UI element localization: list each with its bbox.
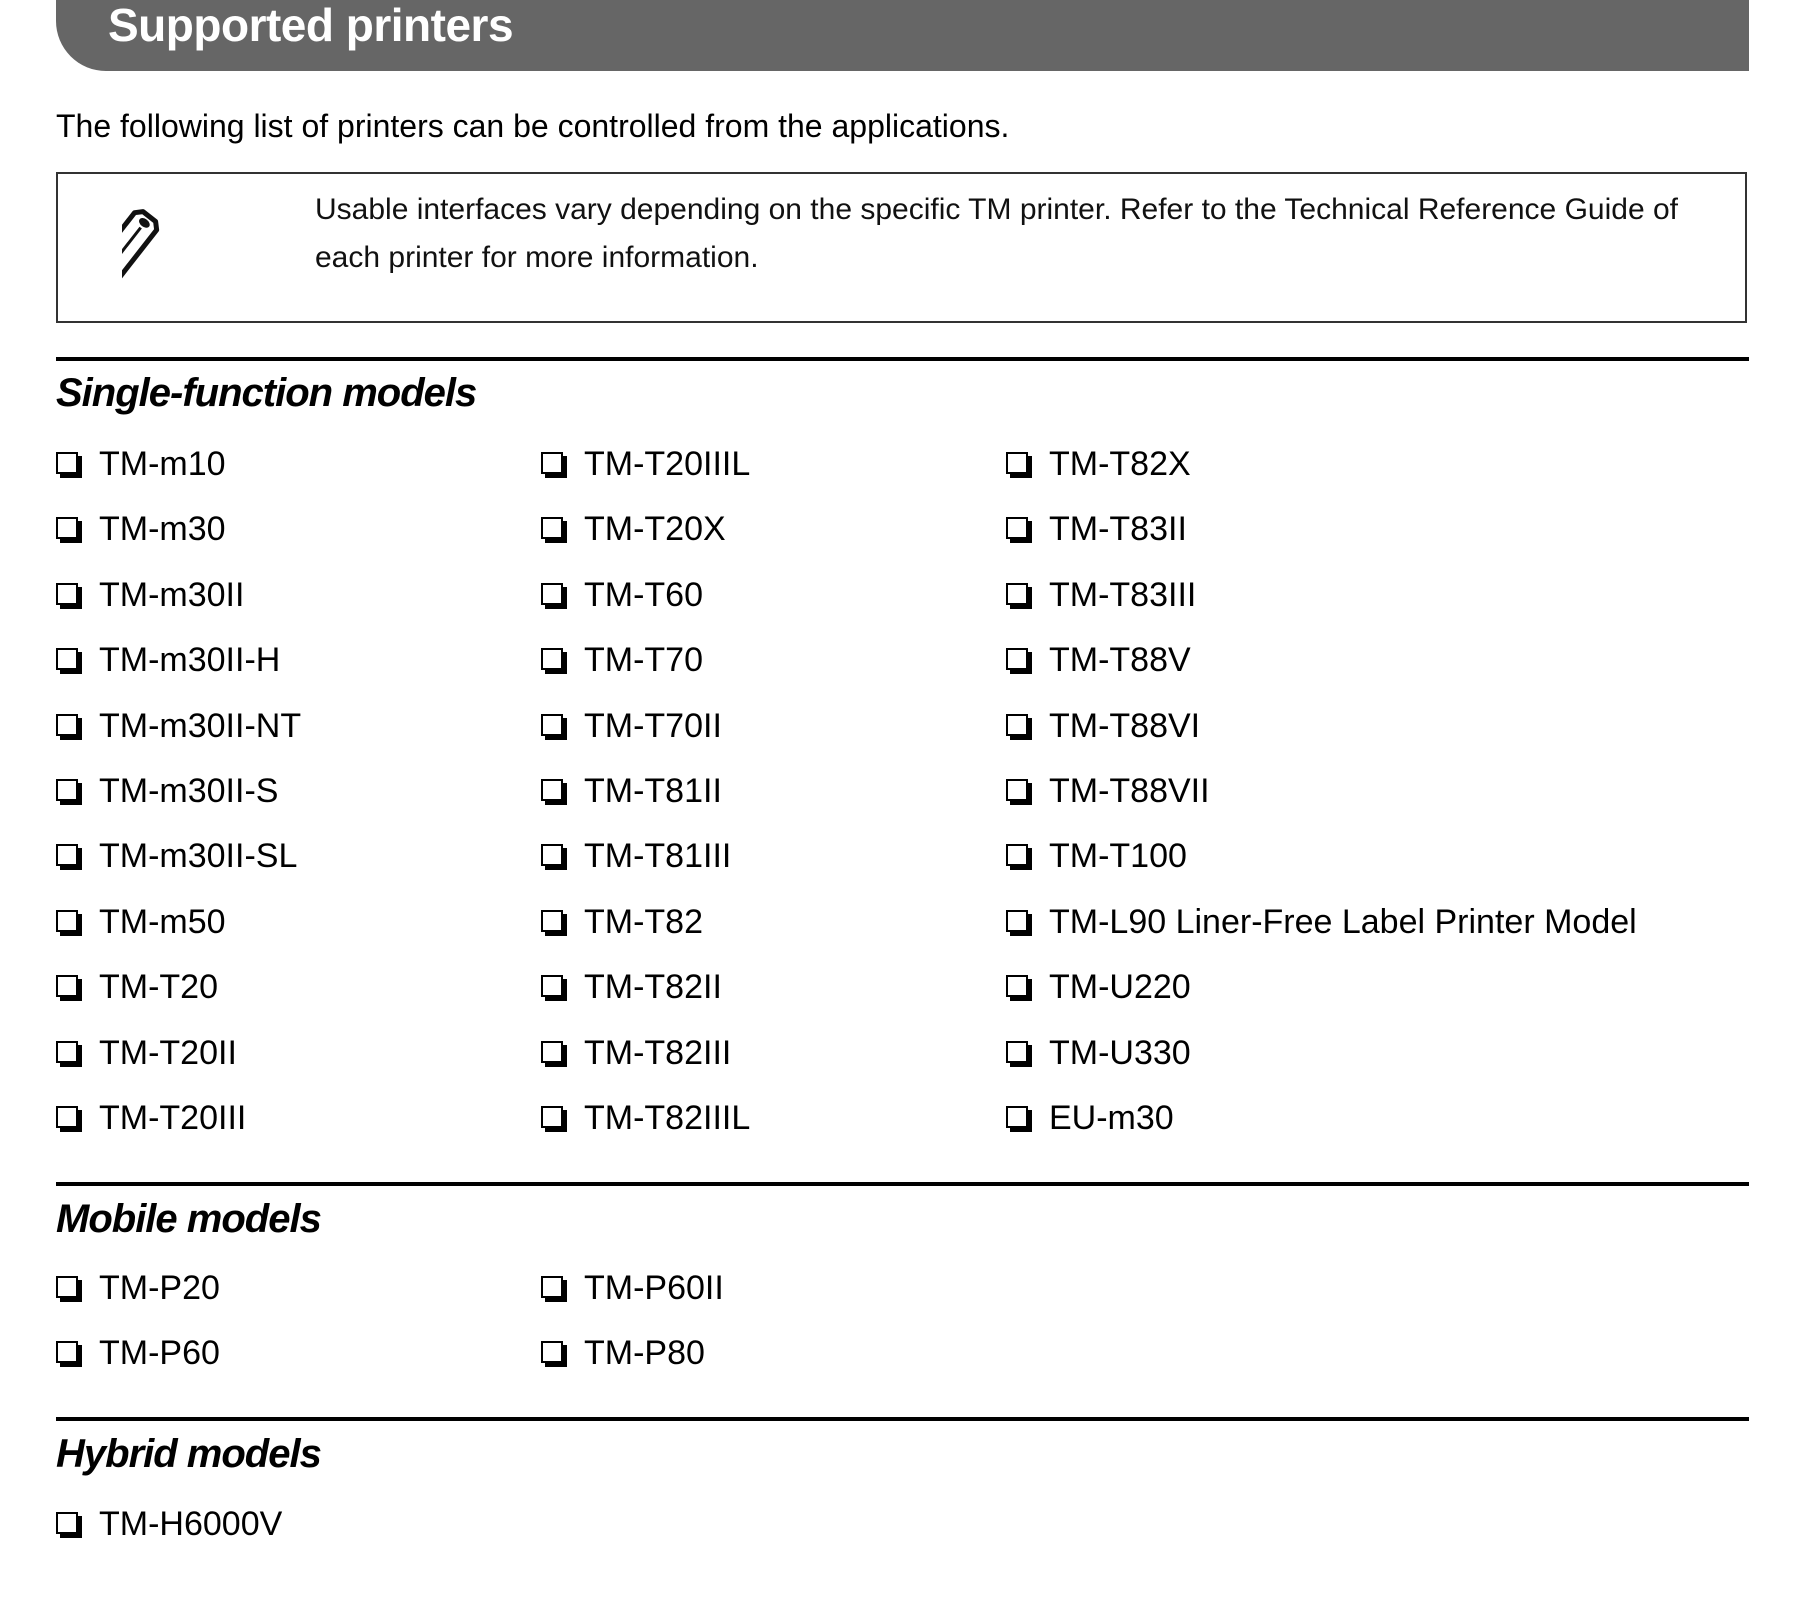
- printer-model-label: TM-T82: [584, 902, 703, 941]
- printer-list-item: [1006, 444, 1191, 484]
- printer-list-item: [541, 836, 731, 876]
- printer-model-label: TM-T70II: [584, 706, 722, 745]
- checkbox-bullet-icon: [541, 517, 563, 539]
- printer-model-label: TM-T20X: [584, 509, 726, 548]
- printer-list-item: [56, 771, 278, 811]
- printer-model-label: TM-U220: [1049, 967, 1191, 1006]
- printer-model-label: TM-m30II-S: [99, 771, 279, 810]
- printer-list-item: [1006, 902, 1637, 942]
- section-divider: [56, 1417, 1749, 1421]
- printer-list-item: [56, 1098, 246, 1138]
- printer-list-item: [56, 706, 301, 746]
- printer-model-label: TM-L90 Liner-Free Label Printer Model: [1049, 902, 1637, 941]
- printer-model-label: TM-T20: [99, 967, 218, 1006]
- pencil-icon: [122, 204, 232, 304]
- section-title-hybrid: Hybrid models: [56, 1432, 321, 1476]
- checkbox-bullet-icon: [1006, 517, 1028, 539]
- checkbox-bullet-icon: [1006, 452, 1028, 474]
- printer-model-label: TM-P80: [584, 1333, 705, 1372]
- printer-list-item: [1006, 771, 1210, 811]
- printer-model-label: TM-m50: [99, 902, 226, 941]
- printer-model-label: TM-T100: [1049, 836, 1187, 875]
- printer-list-item: [541, 1268, 724, 1308]
- printer-model-label: TM-T60: [584, 575, 703, 614]
- printer-model-label: TM-T81III: [584, 836, 732, 875]
- printer-model-label: TM-T81II: [584, 771, 722, 810]
- printer-model-label: TM-T88VI: [1049, 706, 1201, 745]
- printer-list-item: [1006, 575, 1196, 615]
- printer-model-label: TM-T83III: [1049, 575, 1197, 614]
- printer-list-item: [541, 1098, 750, 1138]
- checkbox-bullet-icon: [56, 975, 78, 997]
- printer-list-item: [56, 444, 226, 484]
- checkbox-bullet-icon: [541, 583, 563, 605]
- checkbox-bullet-icon: [541, 975, 563, 997]
- printer-list-item: [541, 771, 722, 811]
- printer-model-label: TM-T82IIIL: [584, 1098, 751, 1137]
- checkbox-bullet-icon: [56, 517, 78, 539]
- printer-model-label: TM-T83II: [1049, 509, 1187, 548]
- checkbox-bullet-icon: [541, 844, 563, 866]
- printer-list-item: [541, 444, 750, 484]
- checkbox-bullet-icon: [56, 1041, 78, 1063]
- printer-model-label: TM-H6000V: [99, 1504, 283, 1543]
- printer-list-item: [56, 1333, 220, 1373]
- checkbox-bullet-icon: [541, 910, 563, 932]
- printer-list-item: [1006, 1098, 1174, 1138]
- checkbox-bullet-icon: [56, 1106, 78, 1128]
- checkbox-bullet-icon: [56, 910, 78, 932]
- printer-model-label: TM-P20: [99, 1268, 220, 1307]
- printer-list-item: [56, 640, 280, 680]
- printer-list-item: [541, 575, 703, 615]
- page-title: Supported printers: [108, 0, 514, 51]
- checkbox-bullet-icon: [541, 1276, 563, 1298]
- printer-model-label: TM-T70: [584, 640, 703, 679]
- printer-model-label: TM-T20II: [99, 1033, 237, 1072]
- printer-list-item: [541, 967, 722, 1007]
- printer-model-label: TM-T82III: [584, 1033, 732, 1072]
- printer-list-item: [541, 640, 703, 680]
- printer-list-item: [541, 1033, 731, 1073]
- section-title-mobile: Mobile models: [56, 1197, 321, 1241]
- printer-list-item: [1006, 1033, 1191, 1073]
- printer-list-item: [56, 1504, 282, 1544]
- section-divider: [56, 1182, 1749, 1186]
- checkbox-bullet-icon: [56, 714, 78, 736]
- printer-model-label: TM-m30II-SL: [99, 836, 298, 875]
- checkbox-bullet-icon: [541, 1341, 563, 1363]
- printer-model-label: EU-m30: [1049, 1098, 1174, 1137]
- printer-list-item: [1006, 967, 1191, 1007]
- checkbox-bullet-icon: [1006, 779, 1028, 801]
- section-title-single-function: Single-function models: [56, 371, 477, 415]
- printer-model-label: TM-m30II-H: [99, 640, 281, 679]
- checkbox-bullet-icon: [56, 452, 78, 474]
- checkbox-bullet-icon: [56, 1341, 78, 1363]
- intro-text: The following list of printers can be controlled from the applications.: [56, 108, 1010, 144]
- printer-model-label: TM-T82X: [1049, 444, 1191, 483]
- checkbox-bullet-icon: [1006, 583, 1028, 605]
- printer-list-item: [1006, 836, 1187, 876]
- printer-list-item: [541, 509, 726, 549]
- checkbox-bullet-icon: [541, 452, 563, 474]
- printer-list-item: [56, 1268, 220, 1308]
- printer-model-label: TM-m30II-NT: [99, 706, 302, 745]
- checkbox-bullet-icon: [1006, 975, 1028, 997]
- printer-model-label: TM-T82II: [584, 967, 722, 1006]
- checkbox-bullet-icon: [56, 779, 78, 801]
- printer-model-label: TM-T88VII: [1049, 771, 1210, 810]
- printer-list-item: [56, 902, 226, 942]
- printer-model-label: TM-T20III: [99, 1098, 247, 1137]
- checkbox-bullet-icon: [541, 648, 563, 670]
- printer-model-label: TM-T20IIIL: [584, 444, 751, 483]
- section-divider: [56, 357, 1749, 361]
- checkbox-bullet-icon: [541, 714, 563, 736]
- printer-list-item: [541, 706, 722, 746]
- printer-model-label: TM-m30II: [99, 575, 245, 614]
- printer-list-item: [56, 1033, 237, 1073]
- checkbox-bullet-icon: [56, 1512, 78, 1534]
- printer-list-item: [1006, 706, 1200, 746]
- printer-list-item: [541, 902, 703, 942]
- printer-list-item: [56, 967, 218, 1007]
- printer-model-label: TM-P60II: [584, 1268, 724, 1307]
- checkbox-bullet-icon: [56, 844, 78, 866]
- checkbox-bullet-icon: [1006, 648, 1028, 670]
- printer-model-label: TM-m10: [99, 444, 226, 483]
- checkbox-bullet-icon: [1006, 844, 1028, 866]
- checkbox-bullet-icon: [56, 583, 78, 605]
- checkbox-bullet-icon: [541, 779, 563, 801]
- note-box: [56, 172, 1747, 323]
- checkbox-bullet-icon: [1006, 714, 1028, 736]
- printer-list-item: [56, 509, 226, 549]
- note-text: Usable interfaces vary depending on the specific TM printer. Refer to the Technical Reference Guide of each printer for more information.: [315, 193, 1678, 274]
- printer-list-item: [56, 575, 244, 615]
- checkbox-bullet-icon: [541, 1041, 563, 1063]
- printer-list-item: [1006, 509, 1187, 549]
- checkbox-bullet-icon: [56, 1276, 78, 1298]
- printer-list-item: [541, 1333, 705, 1373]
- checkbox-bullet-icon: [1006, 1106, 1028, 1128]
- printer-list-item: [56, 836, 297, 876]
- printer-model-label: TM-T88V: [1049, 640, 1191, 679]
- checkbox-bullet-icon: [541, 1106, 563, 1128]
- checkbox-bullet-icon: [1006, 910, 1028, 932]
- printer-model-label: TM-m30: [99, 509, 226, 548]
- printer-model-label: TM-U330: [1049, 1033, 1191, 1072]
- checkbox-bullet-icon: [1006, 1041, 1028, 1063]
- printer-model-label: TM-P60: [99, 1333, 220, 1372]
- printer-list-item: [1006, 640, 1191, 680]
- checkbox-bullet-icon: [56, 648, 78, 670]
